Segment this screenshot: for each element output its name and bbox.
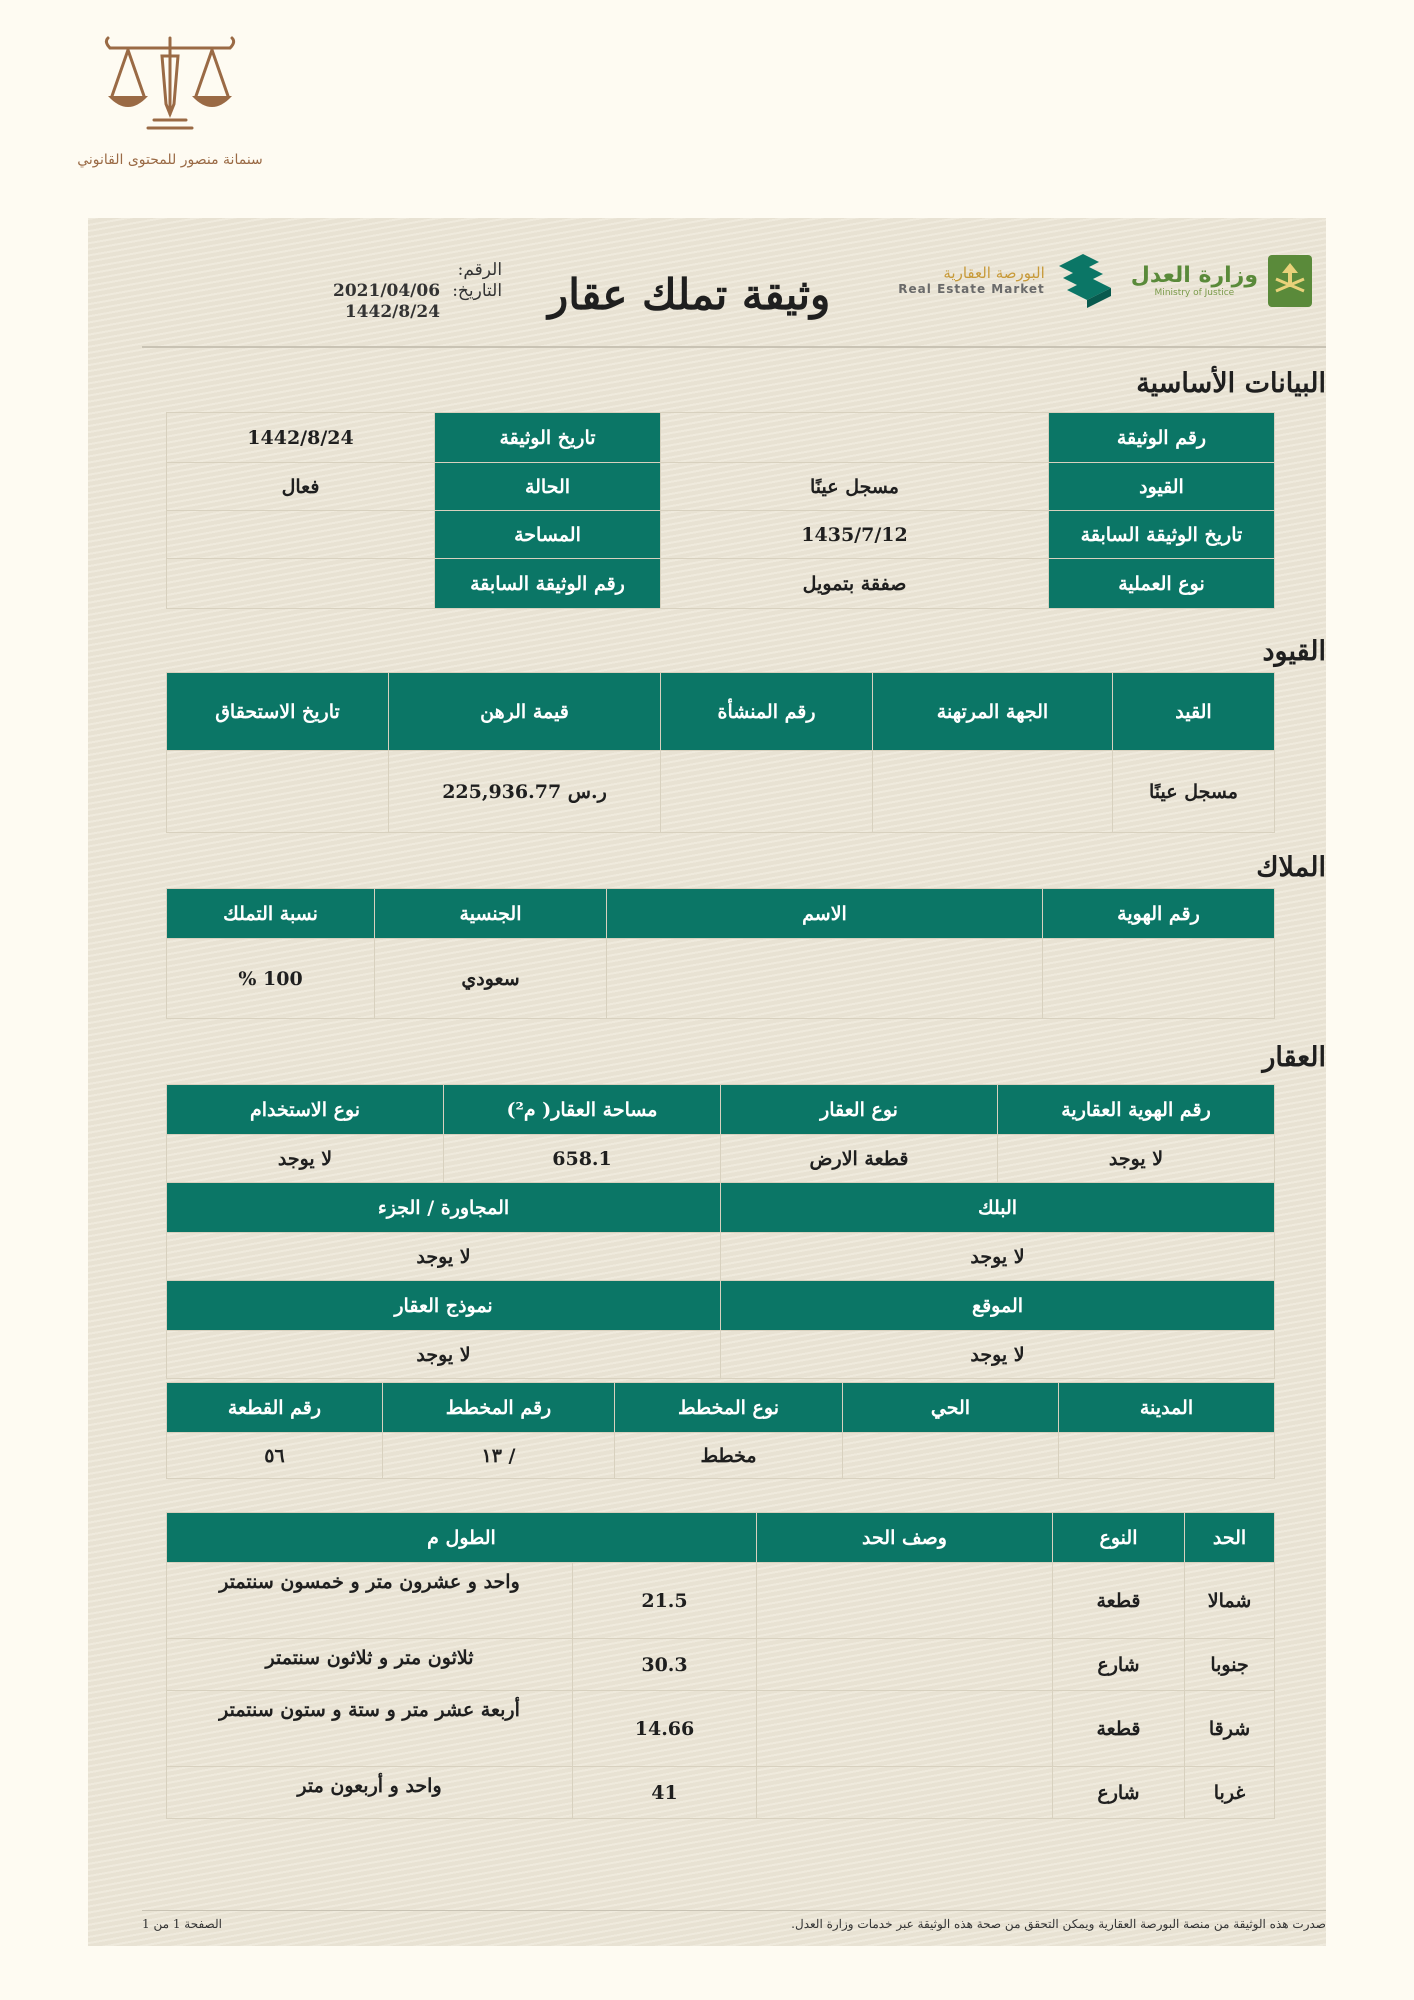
rem-logo-arabic: البورصة العقارية	[943, 264, 1045, 282]
location-header: الموقع	[721, 1281, 1275, 1331]
ownership-ratio: 100 %	[167, 939, 375, 1019]
table-row	[167, 1767, 1275, 1819]
facility-number	[661, 751, 873, 833]
real-estate-market-logo	[898, 248, 1116, 312]
restriction-type: مسجل عينًا	[1113, 751, 1275, 833]
plan-header: المدينة	[1059, 1383, 1275, 1433]
basic-label: تاريخ الوثيقة السابقة	[1049, 511, 1275, 559]
document-meta	[333, 260, 502, 323]
owners-header: نسبة التملك	[167, 889, 375, 939]
basic-row	[167, 511, 1275, 559]
basic-row	[167, 413, 1275, 463]
usage-type: لا يوجد	[167, 1135, 444, 1183]
restrictions-header: رقم المنشأة	[661, 673, 873, 751]
property-id: لا يوجد	[998, 1135, 1275, 1183]
property-header: نوع الاستخدام	[167, 1085, 444, 1135]
document-sheet	[88, 218, 1326, 1946]
watermark-text: سنمانة منصور للمحتوى القانوني	[77, 152, 263, 168]
property-header: نوع العقار	[721, 1085, 998, 1135]
property-header: مساحة العقار( م²)	[444, 1085, 721, 1135]
table-row	[167, 1233, 1275, 1281]
real-estate-market-icon	[1053, 248, 1117, 312]
plan-header: رقم القطعة	[167, 1383, 383, 1433]
restrictions-header: تاريخ الاستحقاق	[167, 673, 389, 751]
document-footer	[142, 1910, 1326, 1931]
header-divider	[142, 346, 1326, 348]
border-length: 41	[573, 1767, 757, 1819]
border-side: شرقا	[1185, 1691, 1275, 1767]
border-side: غربا	[1185, 1767, 1275, 1819]
basic-value	[167, 559, 435, 609]
restrictions-section-title: القيود	[1262, 636, 1326, 667]
model-value: لا يوجد	[167, 1331, 721, 1379]
mortgage-value: ر.س 225,936.77	[389, 751, 661, 833]
plan-number: / ١٣	[383, 1433, 615, 1479]
basic-label: نوع العملية	[1049, 559, 1275, 609]
property-section-title: العقار	[1262, 1042, 1326, 1073]
plan-table	[166, 1382, 1275, 1479]
border-description	[757, 1691, 1053, 1767]
border-description	[757, 1639, 1053, 1691]
border-description	[757, 1767, 1053, 1819]
basic-value: صفقة بتمويل	[661, 559, 1049, 609]
owner-id	[1043, 939, 1275, 1019]
model-header: نموذج العقار	[167, 1281, 721, 1331]
table-row	[167, 939, 1275, 1019]
plan-header: نوع المخطط	[615, 1383, 843, 1433]
basic-value: مسجل عينًا	[661, 463, 1049, 511]
footer-note: صدرت هذه الوثيقة من منصة البورصة العقارية ويمكن التحقق من صحة هذه الوثيقة عبر خدمات وزارة العدل.	[791, 1917, 1326, 1931]
property-area: 658.1	[444, 1135, 721, 1183]
table-row	[167, 1639, 1275, 1691]
rem-logo-english: Real Estate Market	[898, 282, 1045, 296]
restrictions-header: الجهة المرتهنة	[873, 673, 1113, 751]
border-length: 14.66	[573, 1691, 757, 1767]
basic-value	[661, 413, 1049, 463]
city	[1059, 1433, 1275, 1479]
date-hijri: 1442/8/24	[344, 302, 441, 322]
border-type: شارع	[1053, 1767, 1185, 1819]
due-date	[167, 751, 389, 833]
property-header: رقم الهوية العقارية	[998, 1085, 1275, 1135]
part-value: لا يوجد	[167, 1233, 721, 1281]
block-value: لا يوجد	[721, 1233, 1275, 1281]
basic-label: تاريخ الوثيقة	[435, 413, 661, 463]
plan-type: مخطط	[615, 1433, 843, 1479]
owners-section-title: الملاك	[1256, 852, 1326, 883]
basic-label: الحالة	[435, 463, 661, 511]
owner-nationality: سعودي	[375, 939, 607, 1019]
table-row	[167, 751, 1275, 833]
date-label: التاريخ:	[452, 281, 503, 301]
borders-header: الحد	[1185, 1513, 1275, 1563]
borders-header: النوع	[1053, 1513, 1185, 1563]
table-row	[167, 1331, 1275, 1379]
moj-logo-english: Ministry of Justice	[1154, 287, 1235, 298]
district	[843, 1433, 1059, 1479]
document-header	[88, 218, 1326, 348]
border-length-words: ثلاثون متر و ثلاثون سنتمتر	[167, 1639, 573, 1691]
page-number: الصفحة 1 من 1	[142, 1917, 222, 1931]
property-type: قطعة الارض	[721, 1135, 998, 1183]
border-length: 21.5	[573, 1563, 757, 1639]
block-header: البلك	[721, 1183, 1275, 1233]
part-header: المجاورة / الجزء	[167, 1183, 721, 1233]
mortgagee	[873, 751, 1113, 833]
restrictions-header: قيمة الرهن	[389, 673, 661, 751]
borders-header: وصف الحد	[757, 1513, 1053, 1563]
basic-label: رقم الوثيقة السابقة	[435, 559, 661, 609]
date-gregorian: 2021/04/06	[333, 281, 441, 301]
moj-logo-arabic: وزارة العدل	[1130, 262, 1258, 288]
table-row	[167, 1433, 1275, 1479]
restrictions-header: القيد	[1113, 673, 1275, 751]
watermark-logo	[40, 34, 300, 184]
plan-header: رقم المخطط	[383, 1383, 615, 1433]
basic-label: رقم الوثيقة	[1049, 413, 1275, 463]
number-label: الرقم:	[457, 260, 503, 280]
owners-table	[166, 888, 1275, 1019]
basic-label: القيود	[1049, 463, 1275, 511]
basic-table	[166, 412, 1275, 609]
basic-value: 1435/7/12	[661, 511, 1049, 559]
logos	[898, 248, 1316, 312]
basic-value: فعال	[167, 463, 435, 511]
location-value: لا يوجد	[721, 1331, 1275, 1379]
border-length-words: واحد و عشرون متر و خمسون سنتمتر	[167, 1563, 573, 1639]
owners-header: رقم الهوية	[1043, 889, 1275, 939]
basic-label: المساحة	[435, 511, 661, 559]
border-type: شارع	[1053, 1639, 1185, 1691]
border-length: 30.3	[573, 1639, 757, 1691]
owners-header: الاسم	[607, 889, 1043, 939]
basic-value	[167, 511, 435, 559]
plan-header: الحي	[843, 1383, 1059, 1433]
scales-of-justice-icon	[100, 34, 240, 144]
border-side: شمالا	[1185, 1563, 1275, 1639]
table-row	[167, 1691, 1275, 1767]
basic-row	[167, 559, 1275, 609]
border-length-words: واحد و أربعون متر	[167, 1767, 573, 1819]
owner-name	[607, 939, 1043, 1019]
restrictions-table	[166, 672, 1275, 833]
saudi-emblem-icon	[1264, 249, 1316, 311]
border-side: جنوبا	[1185, 1639, 1275, 1691]
document-title: وثيقة تملك عقار	[548, 270, 831, 319]
border-description	[757, 1563, 1053, 1639]
property-table	[166, 1084, 1275, 1379]
owners-header: الجنسية	[375, 889, 607, 939]
table-row	[167, 1563, 1275, 1639]
borders-table	[166, 1512, 1275, 1819]
basic-row	[167, 463, 1275, 511]
border-length-words: أربعة عشر متر و ستة و ستون سنتمتر	[167, 1691, 573, 1767]
basic-section-title: البيانات الأساسية	[1136, 368, 1326, 399]
table-row	[167, 1135, 1275, 1183]
plot-number: ٥٦	[167, 1433, 383, 1479]
basic-value: 1442/8/24	[167, 413, 435, 463]
borders-header: الطول م	[167, 1513, 757, 1563]
ministry-of-justice-logo	[1131, 249, 1316, 311]
border-type: قطعة	[1053, 1563, 1185, 1639]
border-type: قطعة	[1053, 1691, 1185, 1767]
